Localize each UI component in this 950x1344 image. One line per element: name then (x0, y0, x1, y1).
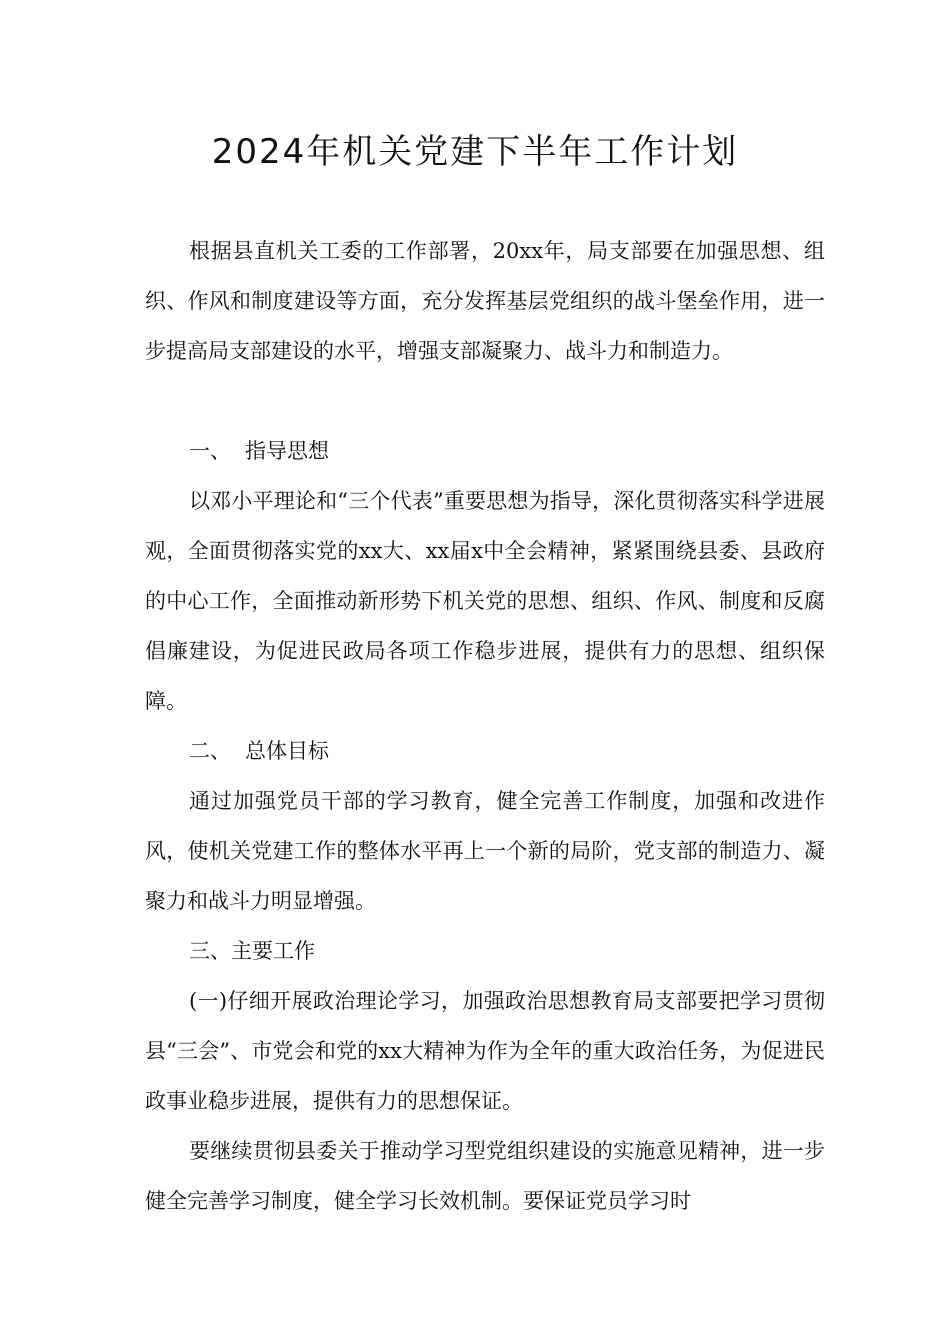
section-2-heading (189, 726, 789, 776)
section-1-number: 一、 (189, 439, 231, 463)
section-2-body: 通过加强党员干部的学习教育，健全完善工作制度，加强和改进作风，使机关党建工作的整体水平再上一个新的局阶，党支部的制造力、凝聚力和战斗力明显增强。 (145, 789, 825, 913)
section-1-body: 以邓小平理论和“三个代表”重要思想为指导，深化贯彻落实科学进展观，全面贯彻落实党的xx大、xx届x中全会精神，紧紧围绕县委、县政府的中心工作，全面推动新形势下机关党的思想、组织、作风、制度和反腐倡廉建设，为促进民政局各项工作稳步进展，提供有力的思想、组织保障。 (145, 489, 825, 713)
intro-paragraph: 根据县直机关工委的工作部署，20xx年，局支部要在加强思想、组织、作风和制度建设等方面，充分发挥基层党组织的战斗堡垒作用，进一步提高局支部建设的水平，增强支部凝聚力、战斗力和制造力。 (145, 239, 825, 363)
section-1-heading (189, 426, 789, 476)
section-1-title: 指导思想 (245, 439, 329, 463)
section-3-heading: 三、主要工作 (189, 939, 315, 963)
section-3-item-2: 要继续贯彻县委关于推动学习型党组织建设的实施意见精神，进一步健全完善学习制度，健全学习长效机制。要保证党员学习时 (145, 1139, 825, 1213)
section-2-number: 二、 (189, 739, 231, 763)
section-2-title: 总体目标 (245, 739, 329, 763)
document-title: 2024年机关党建下半年工作计划 (211, 132, 739, 172)
section-3-item-1: (一)仔细开展政治理论学习，加强政治思想教育局支部要把学习贯彻县“三会”、市党会和党的xx大精神为作为全年的重大政治任务，为促进民政事业稳步进展，提供有力的思想保证。 (145, 989, 825, 1113)
